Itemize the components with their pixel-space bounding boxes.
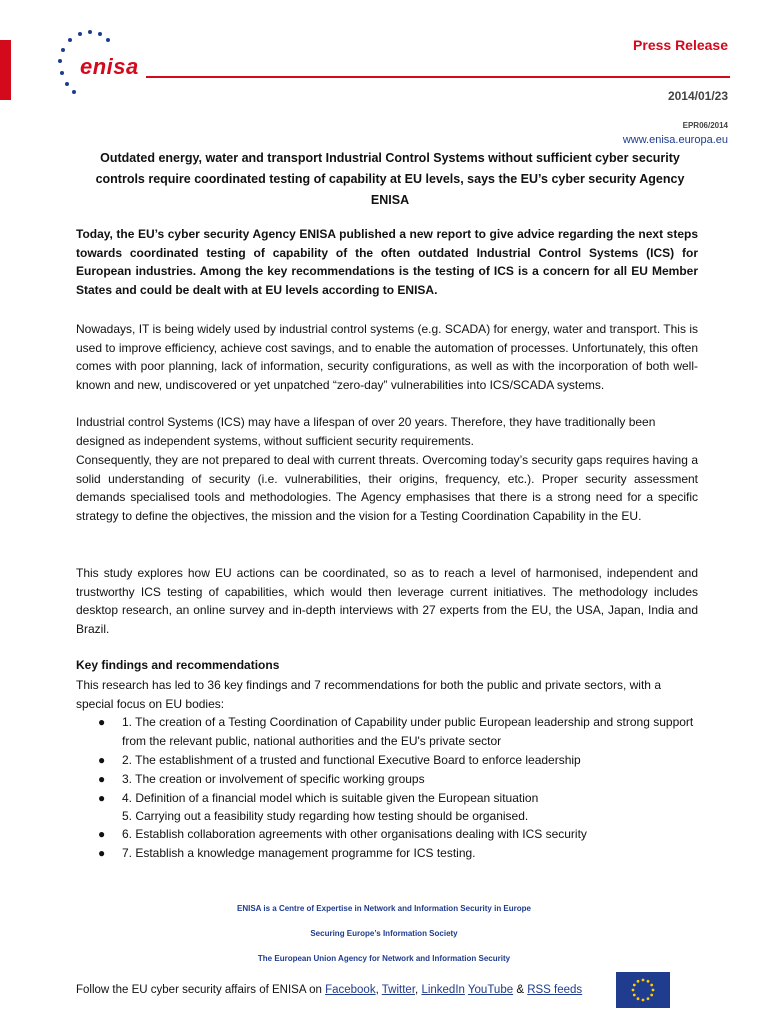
findings-heading: Key findings and recommendations <box>76 658 280 672</box>
list-item: ● 6. Establish collaboration agreements with other organisations dealing with ICS security <box>98 827 587 841</box>
intro-paragraph: Today, the EU’s cyber security Agency ENISA published a new report to give advice regarding the next steps towards coordinated testing of capability of the often outdated Industrial Control Systems (ICS) for European industries. Among the key recommendations is the testing of ICS is a concern for all EU Member States and could be dealt with at EU levels according to ENISA. <box>76 227 698 297</box>
paragraph-1: Nowadays, IT is being widely used by industrial control systems (e.g. SCADA) for energy, water and transport. This is used to improve efficiency, achieve cost savings, and to enable the automation of processes. Unfortunately, this often comes with poor planning, lack of information, security configurations, as well as with the incorporation of both well-known and new, undiscovered or yet unpatched “zero-day” vulnerabilities into ICS/SCADA systems. <box>76 322 698 392</box>
logo-text: enisa <box>80 54 139 79</box>
paragraph-2: Industrial control Systems (ICS) may have a lifespan of over 20 years. Therefore, they have traditionally been designed as independent systems, without sufficient security requirements. <box>76 415 656 448</box>
recommendations-list <box>76 713 704 863</box>
twitter-link[interactable]: Twitter <box>381 984 416 996</box>
enisa-logo <box>52 28 142 108</box>
website-link[interactable]: www.enisa.europa.eu <box>622 134 728 146</box>
press-release-label: Press Release <box>633 37 728 53</box>
list-item: ● 3. The creation or involvement of specific working groups <box>98 772 425 786</box>
youtube-link[interactable]: YouTube <box>467 984 514 996</box>
footer-line-1: ENISA is a Centre of Expertise in Network and Information Security in Europe <box>237 904 531 913</box>
release-ref: EPR06/2014 <box>682 121 728 130</box>
list-item: ● 2. The establishment of a trusted and functional Executive Board to enforce leadership <box>98 753 581 767</box>
list-item: ● 7. Establish a knowledge management programme for ICS testing. <box>98 846 476 860</box>
linkedin-link[interactable]: LinkedIn <box>421 984 465 996</box>
rss-feeds-link[interactable]: RSS feeds <box>527 984 583 996</box>
list-item: 5. Carrying out a feasibility study regarding how testing should be organised. <box>122 809 529 823</box>
brand-red-bar <box>0 40 11 100</box>
page-title: Outdated energy, water and transport Industrial Control Systems without sufficient cyber security controls require coordinated testing of capability at EU levels, says the EU’s cyber security Agency ENISA <box>95 151 685 207</box>
follow-line: Follow the EU cyber security affairs of ENISA on Facebook, Twitter, LinkedIn YouTube & RSS feeds <box>76 984 583 996</box>
list-item: ● 1. The creation of a Testing Coordination of Capability under public European leadership and strong support from the relevant public, national authorities and the EU's private sector <box>98 715 694 748</box>
paragraph-4: This study explores how EU actions can be coordinated, so as to reach a level of harmonised, independent and trustworthy ICS testing of capabilities, which would then leverage current initiatives. The methodology includes desktop research, an online survey and in-depth interviews with 27 experts from the EU, the USA, Japan, India and Brazil. <box>76 566 698 636</box>
footer-line-3: The European Union Agency for Network and Information Security <box>257 954 511 963</box>
paragraph-3: Consequently, they are not prepared to deal with current threats. Overcoming today’s security gaps requires having a solid understanding of security (i.e. vulnerabilities, their origins, frequency, etc.). Proper security assessment demands specialised tools and methodologies. The Agency emphasises that there is a strong need for a specific strategy to define the objectives, the mission and the vision for a Testing Coordination Capability in the EU. <box>76 453 698 523</box>
header-divider <box>146 76 730 78</box>
release-date: 2014/01/23 <box>667 89 728 103</box>
list-item: ● 4. Definition of a financial model which is suitable given the European situation <box>98 791 539 805</box>
findings-intro: This research has led to 36 key findings and 7 recommendations for both the public and private sectors, with a special focus on EU bodies: <box>76 678 661 711</box>
footer-line-2: Securing Europe’s Information Society <box>310 929 458 938</box>
eu-flag-icon <box>616 972 670 1008</box>
facebook-link[interactable]: Facebook <box>325 984 376 996</box>
